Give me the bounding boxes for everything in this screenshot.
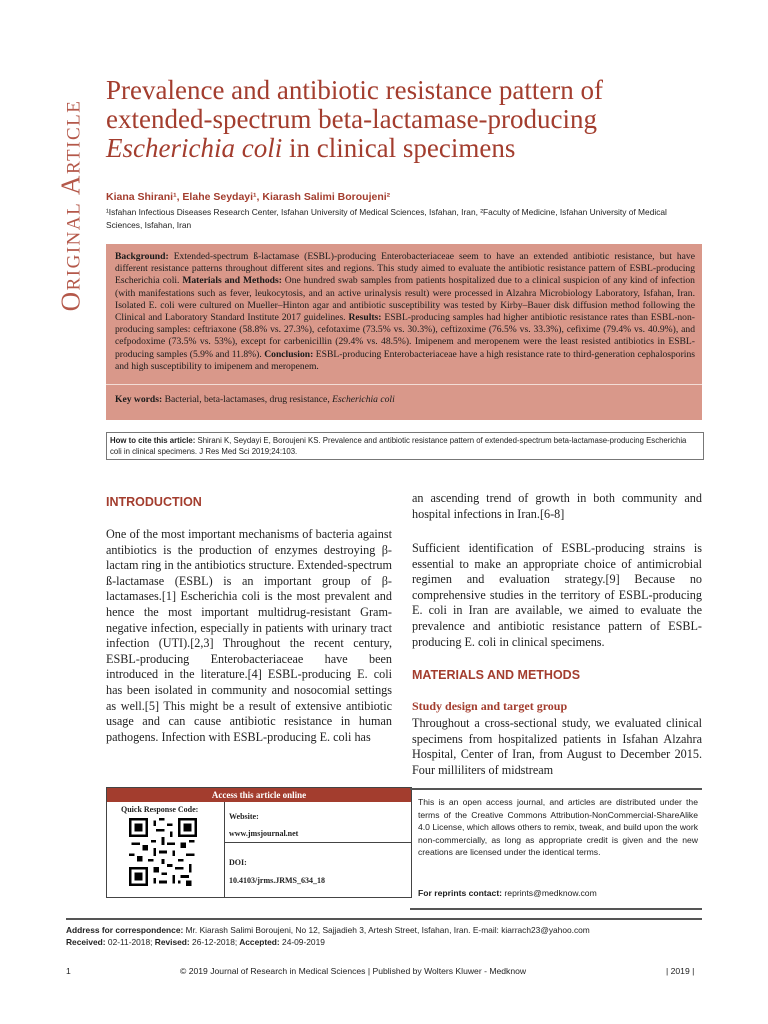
methods-label: Materials and Methods: xyxy=(179,275,282,287)
results-label: Results: xyxy=(345,312,382,324)
footer-copyright: © 2019 Journal of Research in Medical Sciences | Published by Wolters Kluwer - Medknow xyxy=(180,966,527,976)
correspondence-label: Address for correspondence: xyxy=(66,925,184,935)
keywords-divider xyxy=(106,384,702,385)
keywords-italic: Escherichia coli xyxy=(332,394,395,405)
accepted-date: 24-09-2019 xyxy=(279,937,325,947)
background-label: Background: xyxy=(115,251,169,262)
article-title xyxy=(106,76,726,163)
correspondence-address xyxy=(66,924,706,936)
abstract-box xyxy=(106,244,702,420)
introduction-paragraph: One of the most important mechanisms of bacteria against antibiotics is the production of enzymes destroying β-lactam ring in the antibiotics structure. Extended-spectrum ß-lactamase (ESBL) is an important group of β-lactamases.[1] Escherichia coli is the most prevalent and hence the most important multidrug-resistant Gram-negative infection, especially in patients with urinary tract infection (UTI).[2,3] Throughout the recent century, ESBL-producing Enterobacteriaceae have been introduced in the literature.[4] ESBL-producing E. coli has been isolated in community and nosocomial settings as well.[5] This might be a result of extensive antibiotic usage and can cause antibiotic resistance in human pathogens. Infection with ESBL-producing E. coli has xyxy=(106,527,392,744)
page-number: 1 xyxy=(66,966,71,976)
reprints-label: For reprints contact: xyxy=(418,888,503,898)
revised-label: Revised: xyxy=(152,937,190,947)
website-label: Website: xyxy=(229,812,259,821)
background-text: Extended-spectrum ß-lactamase (ESBL)-producing Enterobacteriaceae seem to have an extended antibiotic resistance, but have different resistance patterns throughout different sites and regions. This study aimed to evaluate the antibiotic resistance pattern of ESBL-producing Escherichia coli. xyxy=(115,251,695,287)
introduction-heading: INTRODUCTION xyxy=(106,495,202,509)
citation-label: How to cite this article: xyxy=(110,436,196,445)
conclusion-label: Conclusion: xyxy=(261,348,314,360)
dates-line xyxy=(66,936,706,948)
received-label: Received: xyxy=(66,937,106,947)
revised-date: 26-12-2018; xyxy=(189,937,238,947)
right-col-paragraph-identification: Sufficient identification of ESBL-producing strains is essential to make an appropriate choice of antimicrobial regimen and evaluation strategy.[9] Because no comprehensive studies in the territory of ESBL-producing E. coli in Iran are available, we aimed to evaluate the prevalence and antibiotic resistance pattern of ESBL-producing E. coli in clinical specimens. xyxy=(412,541,702,649)
access-article-online-box xyxy=(106,787,412,898)
license-box xyxy=(410,788,702,910)
website-link[interactable]: www.jmsjournal.net xyxy=(229,829,299,838)
qr-code-icon[interactable] xyxy=(129,818,197,886)
footer-year: | 2019 | xyxy=(666,966,695,976)
title-line-3-rest: in clinical specimens xyxy=(282,133,516,163)
keywords-text: Bacterial, beta-lactamases, drug resistance, xyxy=(162,394,333,405)
title-line-2: extended-spectrum beta-lactamase-producing xyxy=(106,104,598,134)
title-italic-organism: Escherichia coli xyxy=(106,133,283,163)
authors: Kiana Shirani¹, Elahe Seydayi¹, Kiarash Salimi Boroujeni² xyxy=(106,191,391,203)
reprints-contact xyxy=(418,888,597,898)
received-date: 02-11-2018; xyxy=(105,937,153,947)
right-col-paragraph-continued: an ascending trend of growth in both community and hospital infections in Iran.[6-8] xyxy=(412,491,702,521)
doi-label: DOI: xyxy=(229,858,247,867)
study-design-paragraph: Throughout a cross-sectional study, we evaluated clinical specimens from hospitalized patients in Isfahan Alzahra Hospital, Center of Iran, from August to December 2015. Four milliliters of midstream xyxy=(412,716,702,777)
access-header: Access this article online xyxy=(107,788,411,802)
affiliations: ¹Isfahan Infectious Diseases Research Center, Isfahan University of Medical Sciences, Isfahan, Iran, ²Faculty of Medicine, Isfahan University of Medical Sciences, Isfahan, Iran xyxy=(106,207,667,230)
citation-body: Shirani K, Seydayi E, Boroujeni KS. Prevalence and antibiotic resistance pattern of extended-spectrum beta-lactamase-producing Escherichia coli in clinical specimens. J Res Med Sci 2019;24:103. xyxy=(110,436,687,456)
doi-link[interactable]: 10.4103/jrms.JRMS_634_18 xyxy=(229,876,325,885)
correspondence-text: Mr. Kiarash Salimi Boroujeni, No 12, Sajjadieh 3, Artesh Street, Isfahan, Iran. E-mail: kiarrach23@yahoo.com xyxy=(183,925,590,935)
keywords-label: Key words: xyxy=(115,394,163,405)
keywords xyxy=(115,394,395,405)
abstract-text xyxy=(115,251,695,373)
license-text: This is an open access journal, and articles are distributed under the terms of the Creative Commons Attribution-NonCommercial-ShareAlike 4.0 License, which allows others to remix, tweak, and build upon the work non-commercially, as long as appropriate credit is given and the new creations are licensed under the identical terms. xyxy=(418,797,698,858)
title-line-3 xyxy=(106,134,726,163)
accepted-label: Accepted: xyxy=(237,937,280,947)
title-line-1: Prevalence and antibiotic resistance pattern of xyxy=(106,75,604,105)
correspondence-block xyxy=(66,924,706,948)
citation-text xyxy=(110,435,698,457)
qr-label: Quick Response Code: xyxy=(121,805,199,814)
study-design-subheading: Study design and target group xyxy=(412,699,568,713)
conclusion-text: ESBL-producing Enterobacteriaceae have a high resistance rate to third-generation cephalosporins and high susceptibility to imipenem and meropenem. xyxy=(115,348,695,372)
article-type-label: Original Article xyxy=(55,99,86,311)
methods-text: One hundred swab samples from patients hospitalized due to a clinical suspicion of any kind of infection (with manifestations such as fever, leukocytosis, and an active urinalysis result) were processed in Alzahra Microbiology Laboratory, Isfahan, Iran. Isolated E. coli were cultured on Mueller–Hinton agar and antibiotic susceptibility was tested by Kirby–Bauer disk diffusion method following the Clinical and Laboratory Standard Institute 2017 guidelines. xyxy=(115,275,695,324)
correspondence-divider xyxy=(66,918,702,920)
citation-box xyxy=(106,432,704,460)
reprints-email[interactable]: reprints@medknow.com xyxy=(502,888,597,898)
methods-heading: MATERIALS AND METHODS xyxy=(412,668,581,682)
results-text: ESBL-producing samples had higher antibiotic resistance rates than ESBL-non-producing samples: ceftriaxone (58.8% vs. 27.3%), cefotaxime (73.5% vs. 30.3%), ceftizoxime (76.5% vs. 33.3%), cefixime (79.4% vs. 40.9%), and cefpodoxime (73.5% vs. 53%), except for carbenicillin (29.4% vs. 48.5%). Imipenem and meropenem were the least resisted antibiotics in ESBL-producing samples (5.9% and 11.8%). xyxy=(115,312,695,360)
